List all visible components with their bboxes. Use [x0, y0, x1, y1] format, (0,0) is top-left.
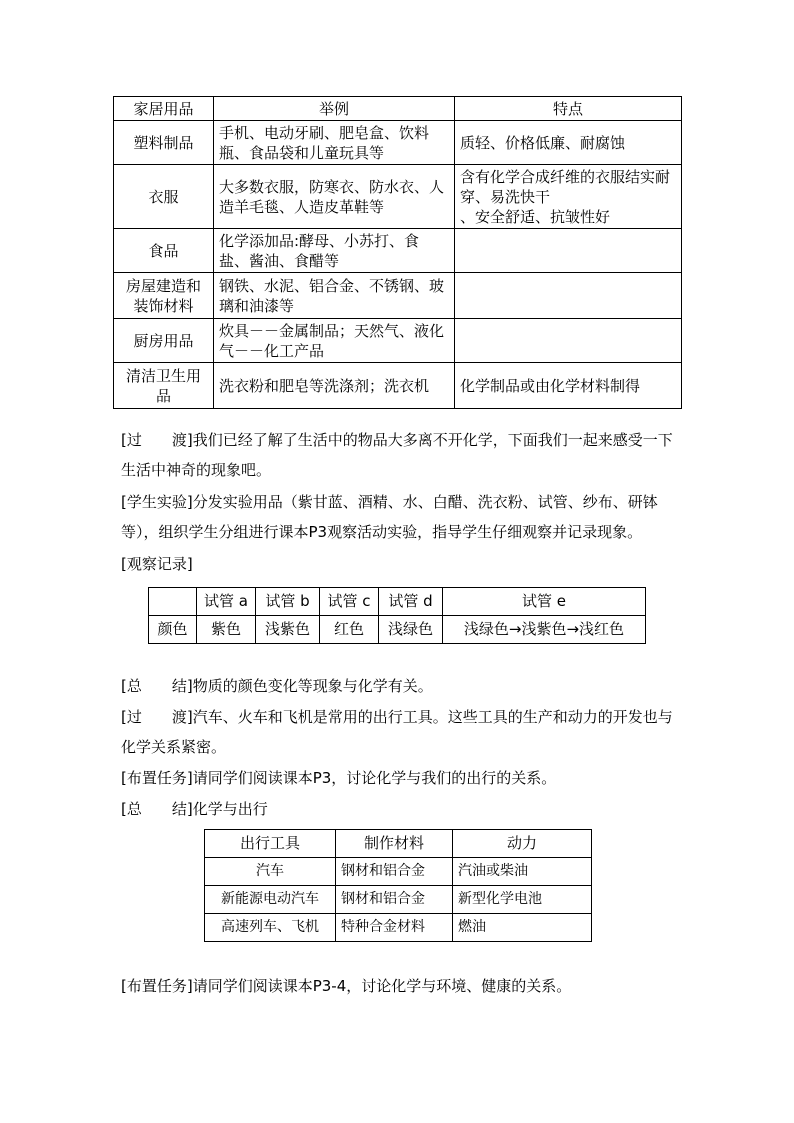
section-tag: [观察记录]	[121, 555, 193, 573]
table-header-row	[205, 830, 592, 858]
header-cell: 出行工具	[205, 830, 336, 858]
paragraph-text: 请同学们阅读课本P3，讨论化学与我们的出行的关系。	[192, 769, 557, 787]
transition-paragraph	[121, 425, 681, 485]
example-cell: 大多数衣服，防寒衣、防水衣、人造羊毛毯、人造皮革鞋等	[214, 165, 455, 229]
feature-cell: 含有化学合成纤维的衣服结实耐穿、易洗快干 、安全舒适、抗皱性好	[455, 165, 682, 229]
table-header-row	[114, 97, 682, 121]
header-cell: 试管 c	[320, 588, 379, 616]
table-row	[114, 363, 682, 409]
color-cell: 浅紫色	[256, 616, 320, 644]
task-paragraph	[121, 971, 681, 1001]
table-row	[114, 229, 682, 273]
header-cell: 试管 d	[379, 588, 443, 616]
example-cell: 化学添加品:酵母、小苏打、食盐、酱油、食醋等	[214, 229, 455, 273]
table-row	[205, 886, 592, 914]
table-row	[114, 273, 682, 319]
power-cell: 新型化学电池	[453, 886, 592, 914]
material-cell: 钢材和铝合金	[336, 886, 453, 914]
category-cell: 食品	[114, 229, 214, 273]
header-cell: 举例	[214, 97, 455, 121]
section-tag: [布置任务]	[121, 977, 193, 995]
color-cell: 紫色	[197, 616, 256, 644]
category-cell: 清洁卫生用品	[114, 363, 214, 409]
header-cell: 家居用品	[114, 97, 214, 121]
header-cell: 制作材料	[336, 830, 453, 858]
color-cell: 红色	[320, 616, 379, 644]
transport-table	[204, 829, 592, 942]
table-row	[114, 165, 682, 229]
power-cell: 燃油	[453, 914, 592, 942]
section-tag: [过 渡]	[121, 431, 193, 449]
paragraph-text: 请同学们阅读课本P3-4，讨论化学与环境、健康的关系。	[192, 977, 572, 995]
feature-cell: 化学制品或由化学材料制得	[455, 363, 682, 409]
color-cell: 浅绿色	[379, 616, 443, 644]
section-tag: [总 结]	[121, 677, 193, 695]
header-cell	[149, 588, 197, 616]
category-cell: 厨房用品	[114, 319, 214, 363]
observation-table	[148, 587, 646, 644]
header-cell: 动力	[453, 830, 592, 858]
paragraph-text: 汽车、火车和飞机是常用的出行工具。这些工具的生产和动力的开发也与化学关系紧密。	[121, 708, 673, 756]
example-cell: 洗衣粉和肥皂等洗涤剂；洗衣机	[214, 363, 455, 409]
header-cell: 试管 e	[443, 588, 646, 616]
example-cell: 钢铁、水泥、铝合金、不锈钢、玻璃和油漆等	[214, 273, 455, 319]
section-tag: [布置任务]	[121, 769, 193, 787]
table-header-row	[149, 588, 646, 616]
table-row	[114, 319, 682, 363]
category-cell: 衣服	[114, 165, 214, 229]
feature-cell	[455, 319, 682, 363]
paragraph-text: 我们已经了解了生活中的物品大多离不开化学，下面我们一起来感受一下生活中神奇的现象吧。	[121, 431, 673, 479]
feature-cell	[455, 229, 682, 273]
section-tag: [学生实验]	[121, 493, 193, 511]
row-label-cell: 颜色	[149, 616, 197, 644]
material-cell: 钢材和铝合金	[336, 858, 453, 886]
table-row	[114, 121, 682, 165]
summary-paragraph	[121, 671, 681, 701]
vehicle-cell: 新能源电动汽车	[205, 886, 336, 914]
feature-cell: 质轻、价格低廉、耐腐蚀	[455, 121, 682, 165]
table-row	[149, 616, 646, 644]
table-row	[205, 858, 592, 886]
table-row	[205, 914, 592, 942]
household-items-table	[113, 96, 682, 409]
paragraph-text: 分发实验用品（紫甘蓝、酒精、水、白醋、洗衣粉、试管、纱布、研钵等），组织学生分组进行课本P3观察活动实验，指导学生仔细观察并记录现象。	[121, 493, 658, 541]
vehicle-cell: 高速列车、飞机	[205, 914, 336, 942]
paragraph-text: 物质的颜色变化等现象与化学有关。	[192, 677, 433, 695]
material-cell: 特种合金材料	[336, 914, 453, 942]
category-cell: 塑料制品	[114, 121, 214, 165]
task-paragraph	[121, 763, 681, 793]
section-tag: [过 渡]	[121, 708, 193, 726]
example-cell: 炊具－－金属制品；天然气、液化气－－化工产品	[214, 319, 455, 363]
section-tag: [总 结]	[121, 800, 193, 818]
observation-heading	[121, 549, 681, 579]
paragraph-text: 化学与出行	[192, 800, 268, 818]
header-cell: 试管 a	[197, 588, 256, 616]
category-cell: 房屋建造和装饰材料	[114, 273, 214, 319]
vehicle-cell: 汽车	[205, 858, 336, 886]
feature-cell	[455, 273, 682, 319]
header-cell: 试管 b	[256, 588, 320, 616]
example-cell: 手机、电动牙刷、肥皂盒、饮料瓶、食品袋和儿童玩具等	[214, 121, 455, 165]
summary-paragraph	[121, 794, 681, 824]
experiment-paragraph	[121, 487, 681, 547]
color-cell: 浅绿色→浅紫色→浅红色	[443, 616, 646, 644]
power-cell: 汽油或柴油	[453, 858, 592, 886]
header-cell: 特点	[455, 97, 682, 121]
transition-paragraph	[121, 702, 681, 762]
